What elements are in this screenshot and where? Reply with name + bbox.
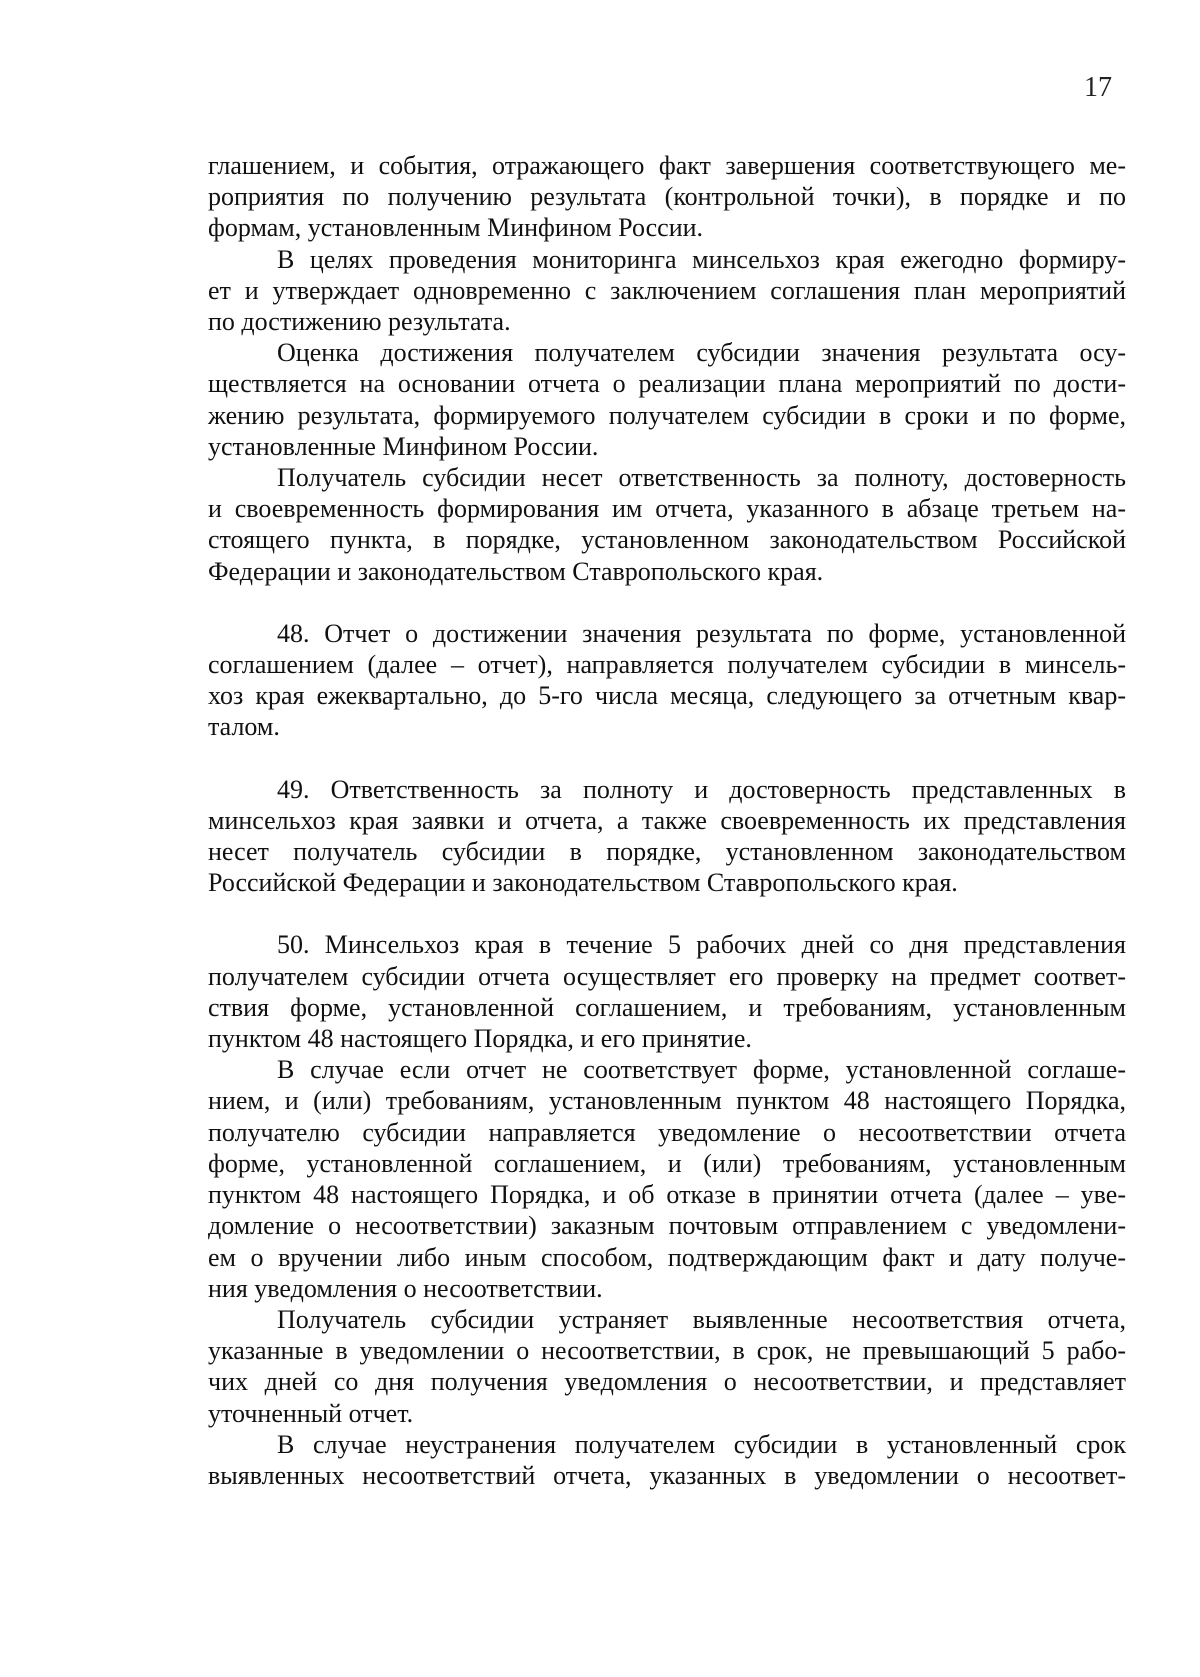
paragraph-continuation — [208, 150, 1126, 244]
text-line: В целях проведения мониторинга минсельхоз края ежегодно формиру- — [277, 244, 1126, 274]
document-body — [208, 150, 1126, 1491]
text-line: хоз края ежеквартально, до 5-го числа месяца, следующего за отчетным квар- — [208, 681, 1126, 711]
text-line: формам, установленным Минфином России. — [208, 213, 704, 243]
text-line: чих дней со дня получения уведомления о несоответствии, и представляет — [208, 1367, 1126, 1397]
text-line: Оценка достижения получателем субсидии значения результата осу- — [277, 338, 1126, 368]
text-line: ствия форме, установленной соглашением, и требованиям, установленным — [208, 992, 1126, 1022]
text-line: несет получатель субсидии в порядке, установленном законодательством — [208, 837, 1126, 867]
text-line: ем о вручении либо иным способом, подтверждающим факт и дату получе- — [208, 1242, 1126, 1272]
paragraph-nonconformity-notice — [208, 1054, 1126, 1304]
text-line: получателю субсидии направляется уведомление о несоответствии отчета — [208, 1117, 1126, 1147]
text-line: роприятия по получению результата (контрольной точки), в порядке и по — [208, 182, 1126, 212]
text-line: В случае неустранения получателем субсидии в установленный срок — [277, 1429, 1126, 1459]
page-number: 17 — [1084, 72, 1112, 103]
text-line: 49. Ответственность за полноту и достоверность представленных в — [277, 774, 1126, 804]
text-line: пунктом 48 настоящего Порядка, и об отказе в принятии отчета (далее – уве- — [208, 1180, 1126, 1210]
text-line: Получатель субсидии устраняет выявленные несоответствия отчета, — [277, 1304, 1126, 1334]
text-line: глашением, и события, отражающего факт завершения соответствующего ме- — [208, 151, 1126, 180]
text-line: установленные Минфином России. — [208, 431, 599, 461]
text-line: и своевременность формирования им отчета, указанного в абзаце третьем на- — [208, 494, 1126, 524]
text-line: талом. — [208, 712, 280, 742]
text-line: уточненный отчет. — [208, 1398, 414, 1428]
text-line: ет и утверждает одновременно с заключением соглашения план мероприятий — [208, 275, 1126, 305]
text-line: Федерации и законодательством Ставропольского края. — [208, 556, 824, 586]
text-line: указанные в уведомлении о несоответствии, в срок, не превышающий 5 рабо- — [208, 1336, 1126, 1366]
text-line: соглашением (далее – отчет), направляется получателем субсидии в минсель- — [208, 650, 1126, 680]
text-line: ществляется на основании отчета о реализации плана мероприятий по дости- — [208, 369, 1126, 399]
text-line: ния уведомления о несоответствии. — [208, 1273, 603, 1303]
paragraph-recipient-responsibility — [208, 462, 1126, 587]
paragraph-monitoring-plan — [208, 244, 1126, 338]
text-line: 48. Отчет о достижении значения результата по форме, установленной — [277, 618, 1126, 648]
text-line: минсельхоз края заявки и отчета, а также своевременность их представления — [208, 805, 1126, 835]
paragraph-clause-50 — [208, 929, 1126, 1054]
paragraph-clause-49 — [208, 774, 1126, 899]
text-line: пунктом 48 настоящего Порядка, и его принятие. — [208, 1024, 752, 1054]
paragraph-corrections — [208, 1304, 1126, 1429]
text-line: по достижению результата. — [208, 307, 511, 337]
paragraph-failure-to-correct — [208, 1429, 1126, 1491]
text-line: нием, и (или) требованиям, установленным пунктом 48 настоящего Порядка, — [208, 1086, 1126, 1116]
text-line: домление о несоответствии) заказным почтовым отправлением с уведомлени- — [208, 1211, 1126, 1241]
text-line: Получатель субсидии несет ответственность за полноту, достоверность — [277, 463, 1126, 493]
text-line: Российской Федерации и законодательством Ставропольского края. — [208, 868, 958, 898]
text-line: В случае если отчет не соответствует форме, установленной соглаше- — [277, 1055, 1126, 1085]
text-line: выявленных несоответствий отчета, указанных в уведомлении о несоответ- — [208, 1460, 1126, 1490]
paragraph-result-assessment — [208, 337, 1126, 462]
text-line: 50. Минсельхоз края в течение 5 рабочих дней со дня представления — [277, 930, 1126, 960]
paragraph-clause-48 — [208, 618, 1126, 743]
text-line: жению результата, формируемого получателем субсидии в сроки и по форме, — [208, 400, 1126, 430]
text-line: форме, установленной соглашением, и (или) требованиям, установленным — [208, 1148, 1126, 1178]
text-line: стоящего пункта, в порядке, установленном законодательством Российской — [208, 525, 1126, 555]
text-line: получателем субсидии отчета осуществляет его проверку на предмет соответ- — [208, 961, 1126, 991]
